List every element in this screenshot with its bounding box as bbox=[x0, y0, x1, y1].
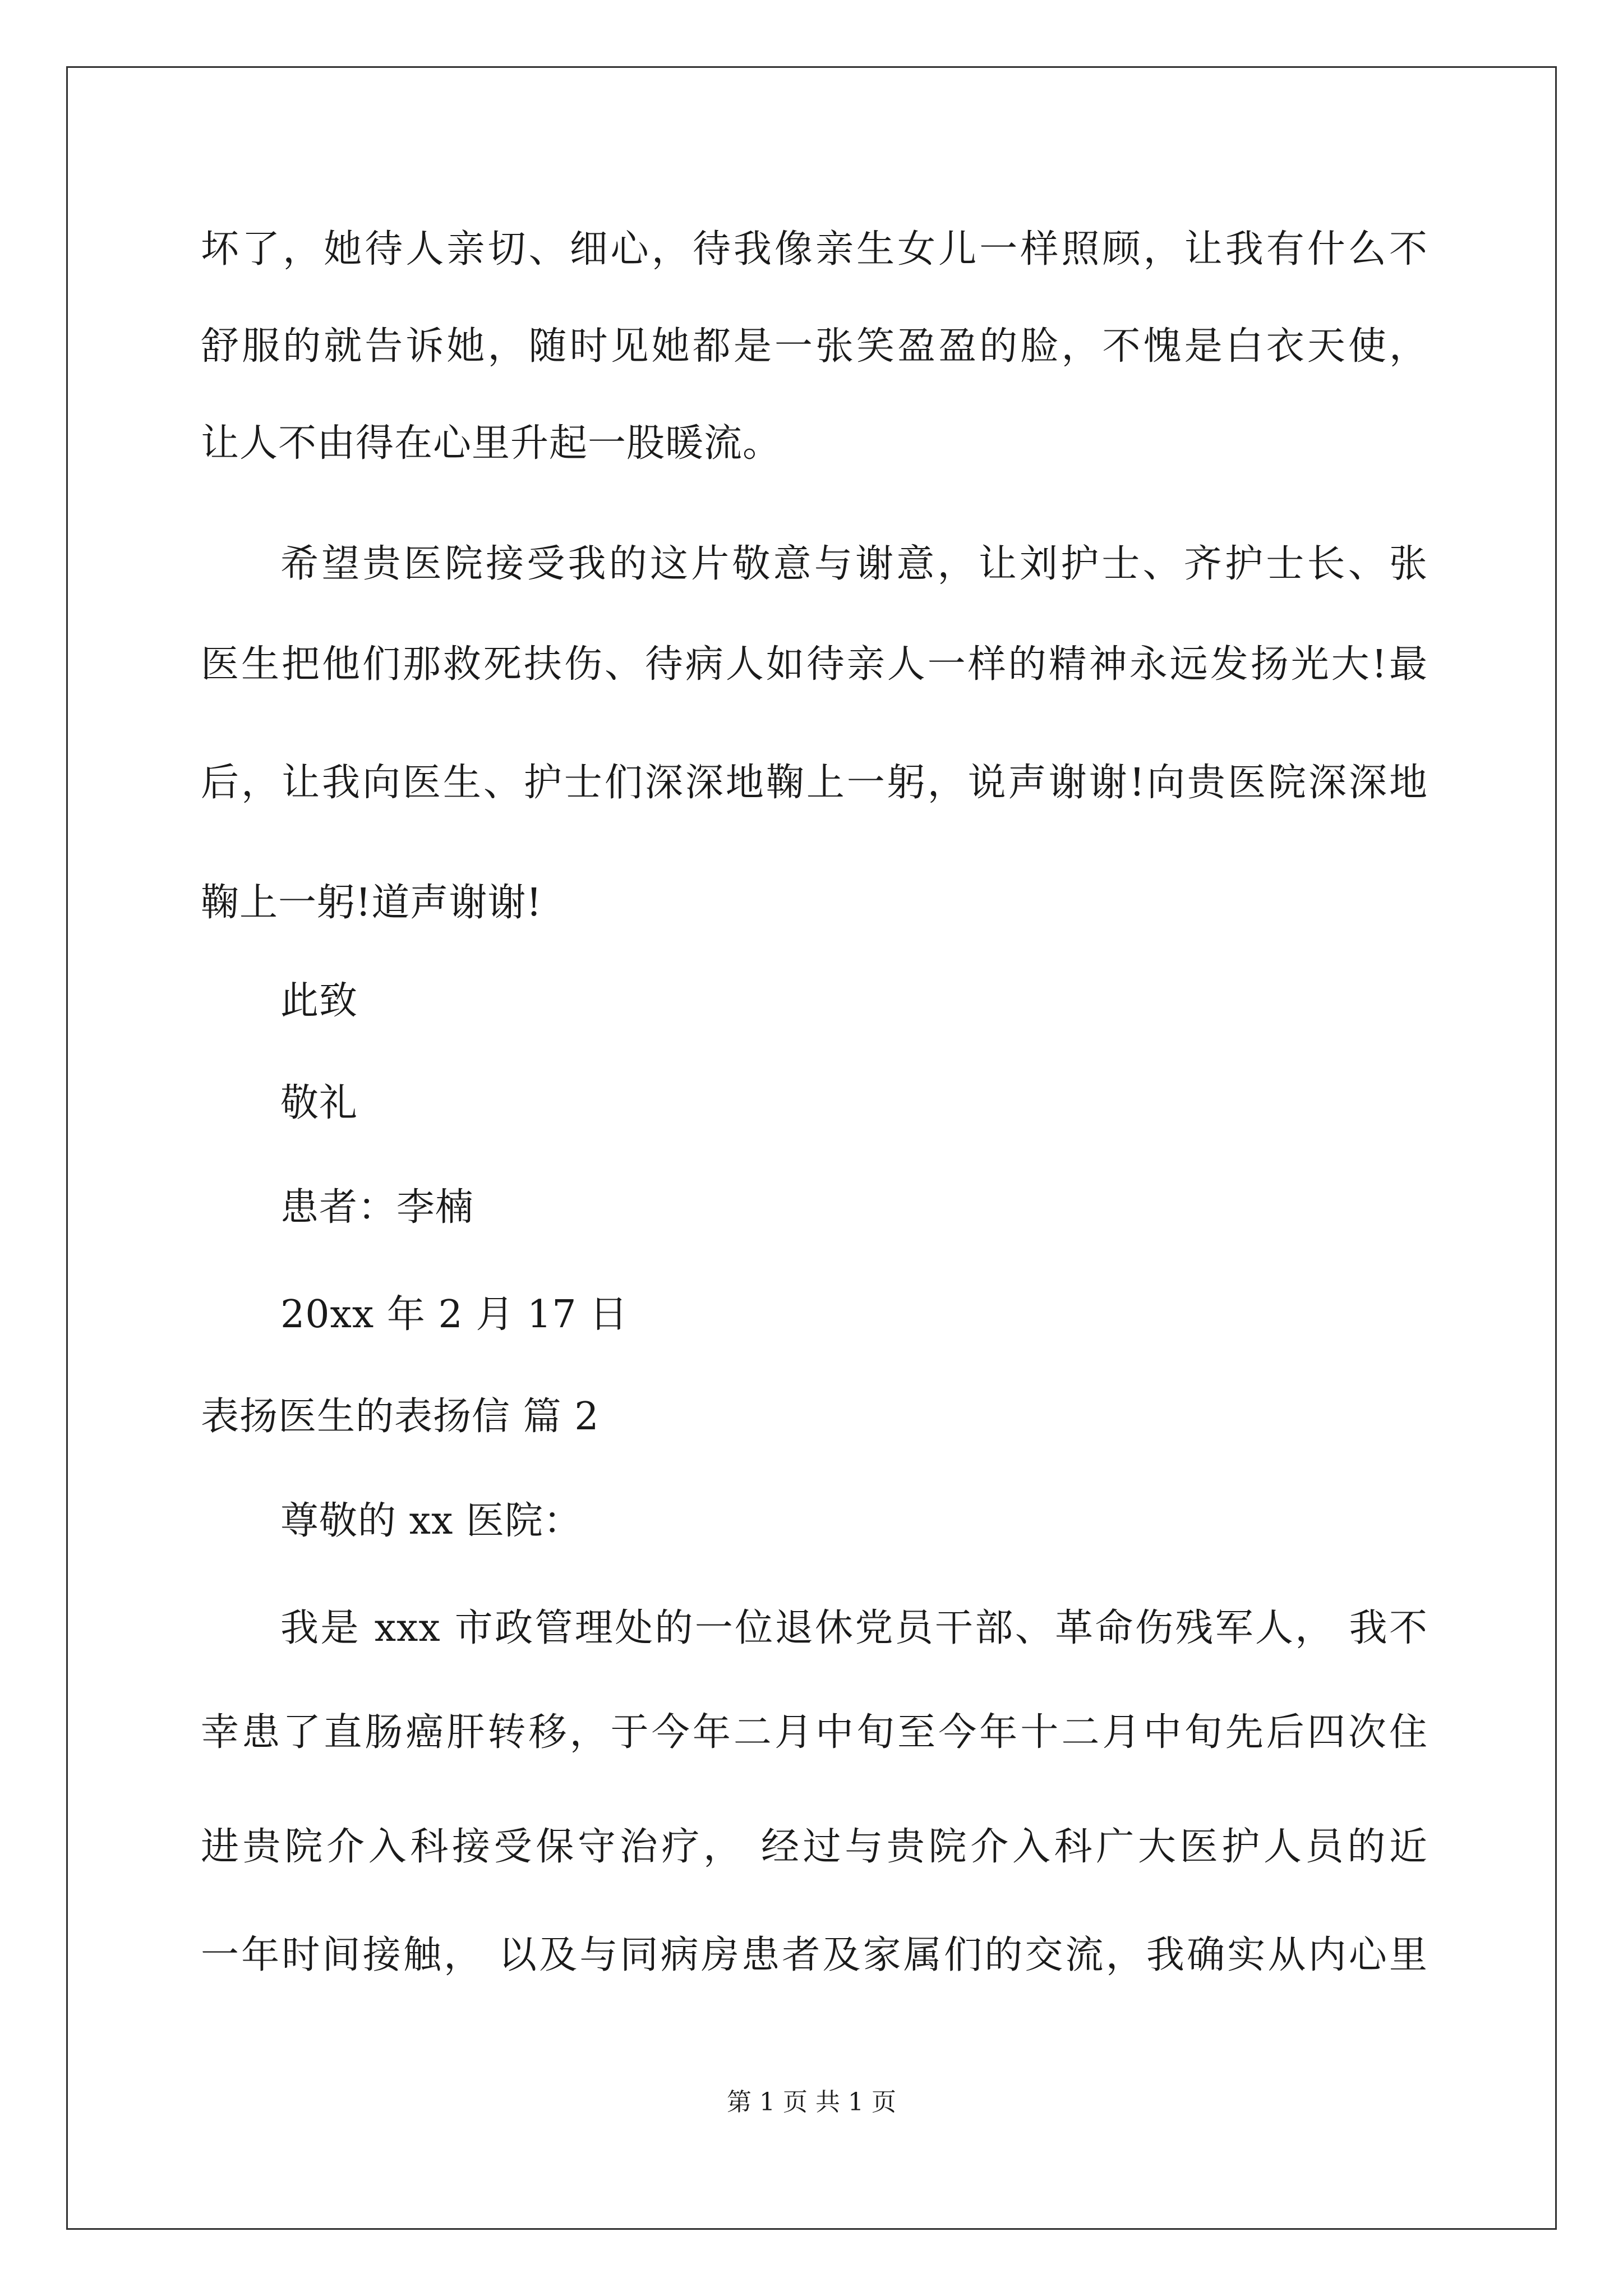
body-line-2: 舒服的就告诉她，随时见她都是一张笑盈盈的脸，不愧是白衣天使， bbox=[201, 324, 1428, 369]
paragraph-3-line-4: 一年时间接触， 以及与同病房患者及家属们的交流，我确实从内心里 bbox=[201, 1933, 1428, 1977]
paragraph-3-line-2: 幸患了直肠癌肝转移，于今年二月中旬至今年十二月中旬先后四次住 bbox=[201, 1710, 1428, 1755]
body-line-3: 让人不由得在心里升起一股暖流。 bbox=[201, 421, 782, 466]
page-footer: 第 1 页 共 1 页 bbox=[727, 2088, 896, 2116]
paragraph-2-line-1: 希望贵医院接受我的这片敬意与谢意，让刘护士、齐护士长、张 bbox=[280, 542, 1428, 586]
letter-greeting: 尊敬的 xx 医院： bbox=[280, 1499, 582, 1543]
closing-regards: 敬礼 bbox=[280, 1081, 358, 1125]
signature-date: 20xx 年 2 月 17 日 bbox=[280, 1292, 629, 1337]
paragraph-3-line-1: 我是 xxx 市政管理处的一位退休党员干部、革命伤残军人， 我不 bbox=[280, 1606, 1428, 1650]
paragraph-2-line-2: 医生把他们那救死扶伤、待病人如待亲人一样的精神永远发扬光大!最 bbox=[201, 642, 1428, 687]
paragraph-2-line-4: 鞠上一躬!道声谢谢! bbox=[201, 881, 542, 925]
closing-salutation: 此致 bbox=[280, 979, 358, 1023]
paragraph-3-line-3: 进贵院介入科接受保守治疗， 经过与贵院介入科广大医护人员的近 bbox=[201, 1825, 1428, 1869]
page-frame bbox=[66, 66, 1557, 2230]
section-heading: 表扬医生的表扬信 篇 2 bbox=[201, 1395, 600, 1439]
body-line-1: 坏了，她待人亲切、细心，待我像亲生女儿一样照顾，让我有什么不 bbox=[201, 227, 1428, 272]
signature-patient: 患者：李楠 bbox=[280, 1185, 474, 1230]
paragraph-2-line-3: 后，让我向医生、护士们深深地鞠上一躬，说声谢谢!向贵医院深深地 bbox=[201, 761, 1428, 805]
